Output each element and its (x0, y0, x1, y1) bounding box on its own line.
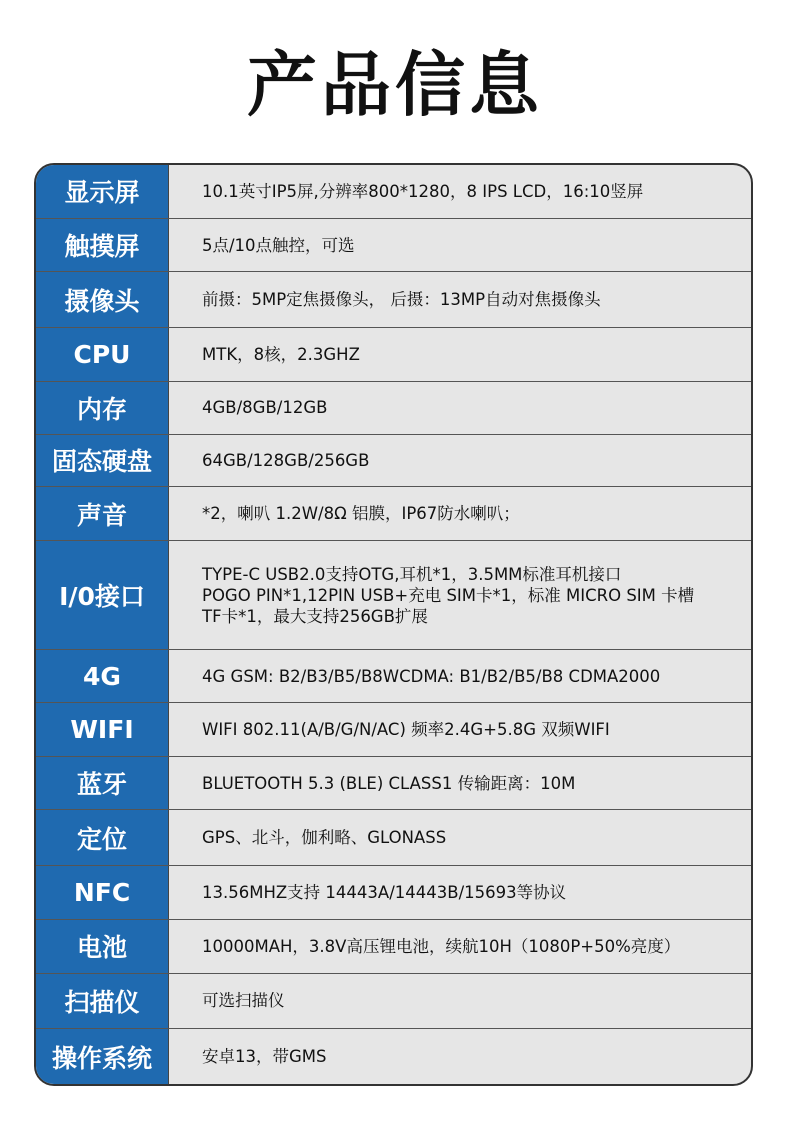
spec-row (36, 435, 751, 488)
spec-value (169, 703, 751, 756)
spec-label: 触摸屏 (36, 219, 169, 272)
spec-row (36, 487, 751, 541)
spec-row (36, 920, 751, 974)
spec-value-line: 64GB/128GB/256GB (202, 450, 370, 470)
spec-value-line: 4G GSM: B2/B3/B5/B8WCDMA: B1/B2/B5/B8 CDMA2000 (202, 666, 661, 686)
spec-value-line: POGO PIN*1,12PIN USB+充电 SIM卡*1，标准 MICRO SIM 卡槽 (202, 585, 695, 605)
spec-label: 4G (36, 650, 169, 702)
spec-label: 显示屏 (36, 165, 169, 218)
spec-label: NFC (36, 866, 169, 919)
spec-label: 声音 (36, 487, 169, 540)
spec-value (169, 328, 751, 381)
spec-row (36, 650, 751, 703)
spec-value (169, 920, 751, 973)
spec-value-line: 前摄：5MP定焦摄像头， 后摄：13MP自动对焦摄像头 (202, 290, 601, 310)
spec-value-line: 安卓13，带GMS (202, 1047, 327, 1067)
spec-label: I/0接口 (36, 541, 169, 649)
spec-row (36, 703, 751, 757)
spec-value-line: 10.1英寸IP5屏,分辨率800*1280，8 IPS LCD，16:10竖屏 (202, 181, 644, 201)
spec-value-line: 10000MAH，3.8V高压锂电池，续航10H（1080P+50%亮度） (202, 936, 681, 956)
spec-value-line: TF卡*1，最大支持256GB扩展 (202, 606, 428, 626)
spec-value (169, 650, 751, 702)
spec-value-line: TYPE-C USB2.0支持OTG,耳机*1，3.5MM标准耳机接口 (202, 564, 622, 584)
spec-value (169, 382, 751, 434)
page-title: 产品信息 (247, 44, 543, 126)
spec-label: 蓝牙 (36, 757, 169, 810)
spec-value (169, 541, 751, 649)
spec-value (169, 974, 751, 1029)
spec-value-line: 4GB/8GB/12GB (202, 398, 328, 418)
spec-row (36, 810, 751, 866)
spec-value (169, 866, 751, 919)
spec-value-line: 5点/10点触控，可选 (202, 235, 355, 255)
spec-label: 定位 (36, 810, 169, 865)
spec-label: 固态硬盘 (36, 435, 169, 487)
spec-label: 操作系统 (36, 1029, 169, 1084)
spec-row (36, 1029, 751, 1084)
spec-row (36, 541, 751, 650)
spec-value (169, 219, 751, 272)
spec-row (36, 974, 751, 1030)
spec-value (169, 435, 751, 487)
spec-row (36, 165, 751, 219)
spec-row (36, 272, 751, 328)
spec-value (169, 487, 751, 540)
spec-label: 扫描仪 (36, 974, 169, 1029)
spec-value-line: 13.56MHZ支持 14443A/14443B/15693等协议 (202, 883, 567, 903)
spec-value-line: BLUETOOTH 5.3 (BLE) CLASS1 传输距离：10M (202, 773, 576, 793)
spec-label: CPU (36, 328, 169, 381)
spec-row (36, 866, 751, 920)
spec-row (36, 328, 751, 382)
spec-value (169, 165, 751, 218)
spec-value (169, 1029, 751, 1084)
spec-row (36, 757, 751, 811)
spec-row (36, 219, 751, 273)
spec-value (169, 757, 751, 810)
spec-label: 摄像头 (36, 272, 169, 327)
spec-value-line: GPS、北斗，伽利略、GLONASS (202, 828, 447, 848)
spec-table (34, 163, 753, 1086)
spec-row (36, 382, 751, 435)
spec-value-line: *2，喇叭 1.2W/8Ω 铝膜，IP67防水喇叭； (202, 504, 520, 524)
spec-label: 电池 (36, 920, 169, 973)
spec-value-line: MTK，8核，2.3GHZ (202, 344, 360, 364)
spec-value (169, 272, 751, 327)
spec-label: 内存 (36, 382, 169, 434)
spec-value-line: WIFI 802.11(A/B/G/N/AC) 频率2.4G+5.8G 双频WIFI (202, 719, 610, 739)
spec-label: WIFI (36, 703, 169, 756)
spec-value-line: 可选扫描仪 (202, 991, 285, 1011)
spec-value (169, 810, 751, 865)
